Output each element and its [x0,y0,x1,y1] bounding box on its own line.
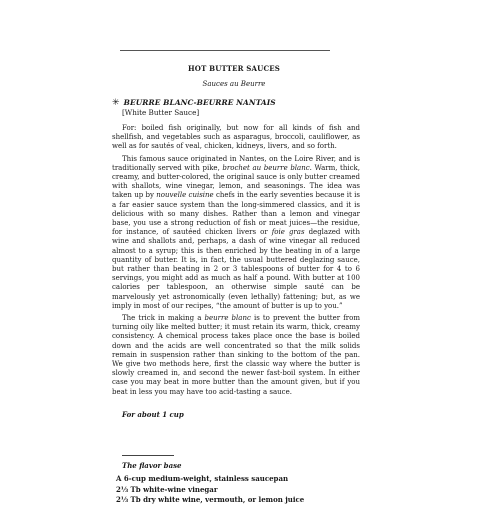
ingredient-item: A 6-cup medium-weight, stainless saucepan [116,474,289,483]
recipe-body [112,124,360,400]
text-run: Warm, thick, creamy, and butter-colored, the original sauce is only butter creamed with shallots, wine vinegar, lemon, and seasonings. The idea was taken up by [112,163,361,200]
recipe-title [112,98,412,108]
text-run: is to prevent the butter from turning oily like melted butter; it must retain its warm, thick, creamy consistency. A chemical process takes place once the base is boiled down and the acids are well concentrated so that the milk solids remain in suspension rather than sinking to the bottom of the pan. We give two methods here, first the classic way where the butter is slowly creamed in, and second the newer fast-boil system. In either case you may beat in more butter than the amount given, but if you beat in less you may have too acid-tasting a sauce. [112,314,360,396]
italic-phrase: beurre blanc [204,314,251,323]
chapter-title: HOT BUTTER SAUCES [187,64,281,73]
recipe-yield: For about 1 cup [122,410,184,419]
ingredient-item: 2⅓ Tb white-wine vinegar [116,484,218,494]
text-run: This famous sauce originated in Nantes, on the Loire River, and is traditionally served with pike, [112,154,360,172]
chapter-subtitle: Sauces au Beurre [202,80,266,88]
text-run: chefs in the early seventies because it is a far easier sauce system than the long-simmered classics, and it is delicious with so many dishes. Rather than a lemon and vinegar base, you use a strong reduction of fish or meat juices—the residue, for instance, of sautéed chicken livers or [112,191,361,237]
text-run: The trick in making a [122,314,205,323]
recipe-title-text: BEURRE BLANC-BEURRE NANTAIS [123,98,276,107]
ingredient-item: 2⅓ Tb dry white wine, vermouth, or lemon juice [116,495,305,504]
section-rule [122,455,174,456]
body-paragraph [112,155,360,311]
text-run: For: boiled fish originally, but now for all kinds of fish and shellfish, and vegetables such as asparagus, broccoli, cauliflower, as well as for sautés of veal, chicken, kidneys, livers, and so forth. [112,124,360,151]
text-run: deglazed with wine and shallots and, perhaps, a dash of wine vinegar all reduced almost to a syrup; this is then enriched by the beating in of a large quantity of butter. It is, in fact, the usual buttered deglazing sauce, but rather than beating in 2 or 3 tablespoons of butter for 4 to 6 servings, you might add as much as half a pound. With butter at 100 calories per tablespoon, an otherwise simple sauté can be marvelously yet astronomically (even lethally) fattening; but, as we imply in most of our recipes, “the amount of butter is up to you.” [112,228,360,310]
ingredient-list [116,474,376,506]
asterisk-icon: ✳ [112,98,120,108]
section-heading: The flavor base [122,461,182,470]
recipe-subtitle: [White Butter Sauce] [122,108,200,117]
body-paragraph [112,124,360,152]
italic-phrase: foie gras [271,228,305,237]
body-paragraph [112,314,360,397]
header-rule [120,50,330,51]
italic-phrase: nouvelle cuisine [156,191,214,200]
italic-phrase: brochet au beurre blanc. [222,163,312,172]
